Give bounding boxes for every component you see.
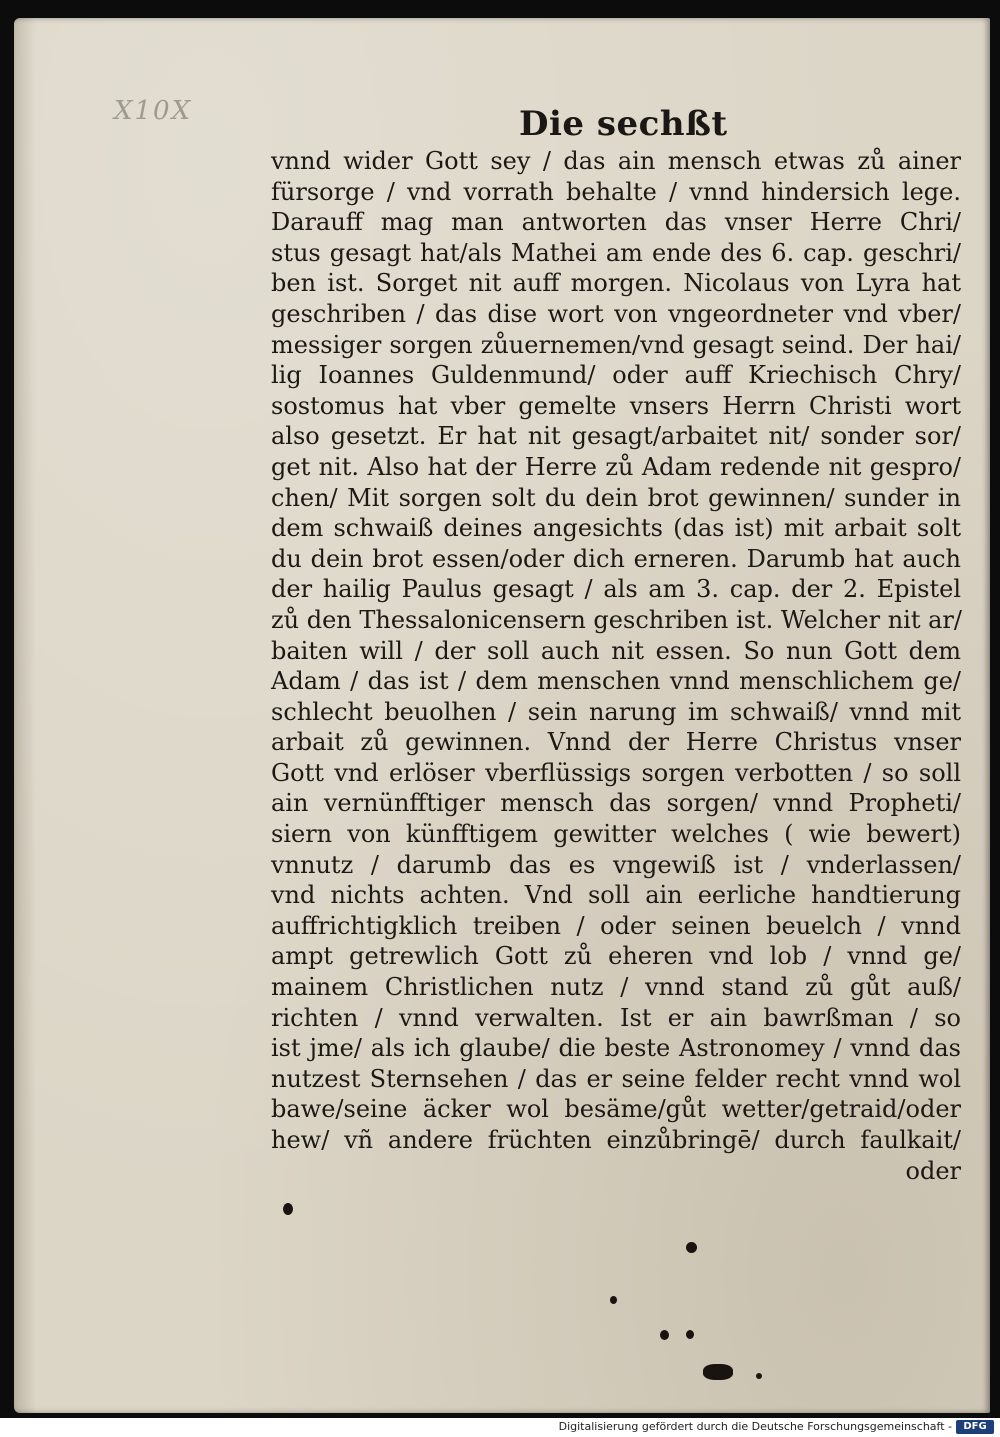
text-line: ain vernünfftiger mensch das sorgen/ vnnd Propheti/ bbox=[271, 789, 961, 818]
text-line: fürsorge / vnd vorrath behalte / vnnd hindersich lege. bbox=[271, 177, 961, 206]
ink-spot bbox=[283, 1203, 293, 1215]
text-line: der hailig Paulus gesagt / als am 3. cap. der 2. Epistel bbox=[271, 575, 961, 604]
folio-mark: X10X bbox=[114, 96, 193, 126]
text-line: Adam / das ist / dem menschen vnnd menschlichem ge/ bbox=[271, 667, 961, 696]
text-line: dem schwaiß deines angesichts (das ist) mit arbait solt bbox=[271, 514, 961, 543]
text-line: Darauff mag man antworten das vnser Herre Chri/ bbox=[271, 208, 961, 237]
text-line: vnnd wider Gott sey / das ain mensch etwas zů ainer bbox=[271, 147, 961, 175]
text-line: ampt getrewlich Gott zů eheren vnd lob / vnnd ge/ bbox=[271, 942, 961, 971]
text-line: ben ist. Sorget nit auff morgen. Nicolaus von Lyra hat bbox=[271, 269, 961, 298]
text-line: nutzest Sternsehen / das er seine felder recht vnnd wol bbox=[271, 1064, 961, 1093]
ink-spot bbox=[686, 1330, 694, 1339]
text-line: get nit. Also hat der Herre zů Adam redende nit gespro/ bbox=[271, 452, 961, 481]
dfg-logo: DFG bbox=[956, 1420, 994, 1434]
text-line: siern von künfftigem gewitter welches ( wie bewert) bbox=[271, 820, 961, 849]
text-line: richten / vnnd verwalten. Ist er ain bawrßman / so bbox=[271, 1003, 961, 1032]
text-line: geschriben / das dise wort von vngeordneter vnd vber/ bbox=[271, 299, 961, 328]
text-line: sostomus hat vber gemelte vnsers Herrn Christi wort bbox=[271, 391, 961, 420]
text-line: also gesetzt. Er hat nit gesagt/arbaitet nit/ sonder sor/ bbox=[271, 422, 961, 451]
text-line: ist jme/ als ich glaube/ die beste Astronomey / vnnd das bbox=[271, 1034, 961, 1063]
body-text bbox=[271, 146, 961, 1186]
ink-stain bbox=[703, 1364, 733, 1380]
text-line: arbait zů gewinnen. Vnnd der Herre Christus vnser bbox=[271, 728, 961, 757]
book-page bbox=[14, 18, 990, 1413]
ink-spot bbox=[610, 1296, 617, 1304]
text-line: zů den Thessalonicensern geschriben ist. Welcher nit ar/ bbox=[271, 605, 962, 634]
text-line: chen/ Mit sorgen solt du dein brot gewinnen/ sunder in bbox=[271, 483, 961, 512]
funding-notice: Digitalisierung gefördert durch die Deutsche Forschungsgemeinschaft - bbox=[558, 1420, 952, 1433]
text-line: bawe/seine äcker wol besäme/gůt wetter/getraid/oder bbox=[271, 1095, 961, 1124]
text-line: schlecht beuolhen / sein narung im schwaiß/ vnnd mit bbox=[271, 697, 961, 726]
ink-spot bbox=[756, 1373, 762, 1379]
text-line: hew/ vñ andere früchten einzůbringē/ durch faulkait/ bbox=[271, 1126, 961, 1154]
text-line: vnd nichts achten. Vnd soll ain eerliche handtierung bbox=[271, 881, 961, 910]
text-line: oder bbox=[905, 1156, 961, 1185]
text-line: auffrichtigklich treiben / oder seinen beuelch / vnnd bbox=[271, 911, 961, 940]
text-line: Gott vnd erlöser vberflüssigs sorgen verbotten / so soll bbox=[271, 758, 961, 787]
text-line: vnnutz / darumb das es vngewiß ist / vnderlassen/ bbox=[271, 850, 961, 879]
text-line: lig Ioannes Guldenmund/ oder auff Kriechisch Chry/ bbox=[271, 361, 961, 390]
text-line: baiten will / der soll auch nit essen. So nun Gott dem bbox=[271, 636, 961, 665]
text-line: mainem Christlichen nutz / vnnd stand zů gůt auß/ bbox=[271, 973, 961, 1002]
footer-bar bbox=[0, 1418, 1000, 1437]
ink-spot bbox=[660, 1330, 669, 1340]
text-line: messiger sorgen zůuernemen/vnd gesagt seind. Der hai/ bbox=[271, 330, 961, 359]
text-line: du dein brot essen/oder dich erneren. Darumb hat auch bbox=[271, 544, 961, 573]
ink-spot bbox=[686, 1242, 697, 1253]
text-line: stus gesagt hat/als Mathei am ende des 6. cap. geschri/ bbox=[271, 238, 961, 267]
running-head: Die sechßt bbox=[519, 104, 728, 144]
